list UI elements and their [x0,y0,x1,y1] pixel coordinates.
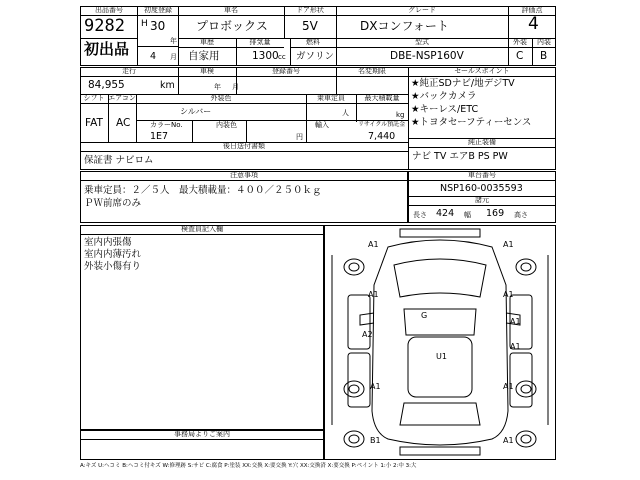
inspection-label: 車検 [178,67,236,77]
doors: 5V [302,19,318,33]
score: 4 [528,14,539,34]
capacity-label: 乗車定員 [306,94,356,104]
length: 424 [436,208,455,219]
sales-label: セールスポイント [408,67,556,77]
grade-label: グレード [336,6,508,16]
int-color-label: 内装色 [216,121,237,129]
fuel-label: 燃料 [290,38,336,48]
insp-month-unit: 月 [232,83,239,91]
recycle-unit: 円 [296,133,303,141]
inspector-line-2: 室内内薄汚れ [84,249,142,260]
damage-code: A1 [503,382,514,391]
color-no-label: カラーNo. [150,121,183,129]
load-label: 最大積載量 [356,94,408,104]
mileage: 84,955 [88,79,125,91]
grade: DXコンフォート [360,19,449,33]
frame-label: 車台番号 [408,171,556,181]
damage-code: U1 [436,352,447,361]
sales-point-3: ★キーレス/ETC [411,104,479,115]
car-type: 自家用 [188,50,220,62]
car-name: プロボックス [196,19,268,33]
mileage-label: 走行 [80,67,178,77]
damage-code: A2 [362,330,373,339]
lot-label: 出品番号 [80,6,138,16]
width: 169 [486,208,505,219]
recycle: 7,440 [368,131,396,142]
sales-point-4: ★トヨタセーフティーセンス [411,117,532,128]
int-grade: B [540,50,548,62]
cc-unit: cc [278,53,286,61]
inspector-label: 検査員記入欄 [80,225,324,235]
damage-code: A1 [510,342,521,351]
accessory: ナビ TV エアB PS PW [412,151,508,162]
car-type-label: 車歴 [178,38,236,48]
ext-grade: C [516,50,524,62]
ext-label: 外装 [508,38,532,48]
score-label: 評価点 [508,6,556,16]
accessory-label: 純正装備 [408,138,556,148]
reg-year: 30 [150,19,166,33]
damage-code: A1 [370,382,381,391]
shift: FAT [85,117,103,129]
era: H [141,19,148,29]
inspector-line-1: 室内内張傷 [84,237,132,248]
reg-year-unit: 年 [170,37,177,45]
special-label: 注意事項 [80,171,408,181]
shift-label: シフト [80,94,108,104]
car-name-label: 車名 [178,6,284,16]
sales-point-2: ★バックカメラ [411,91,477,102]
color-no: 1E7 [150,131,169,142]
load-unit: kg [396,111,405,119]
damage-code: A1 [503,240,514,249]
reg-month: 4 [150,51,157,62]
options-label: 後日送付書類 [80,142,408,152]
damage-code: B1 [370,436,381,445]
damage-code: G [421,311,428,320]
first-listing-badge: 初出品 [84,40,130,58]
damage-code: A1 [510,317,521,326]
damage-code: A1 [503,436,514,445]
options: 保証書 ナビロム [84,155,154,166]
reg-no-label: 登録番号 [236,67,336,77]
recycle-label: リサイクル預託金 [358,121,406,128]
damage-code: A1 [368,240,379,249]
model: DBE-NSP160V [390,50,464,62]
spec-label: 諸元 [408,196,556,206]
ac-label: エアコン [108,94,136,102]
lot-number: 9282 [84,16,125,36]
sales-point-1: ★純正SDナビ/地デジTV [411,78,515,89]
model-label: 型式 [336,38,508,48]
inspector-line-3: 外装小傷有り [84,261,142,272]
doors-label: ドア形状 [284,6,336,16]
height-label: 高さ [514,211,528,219]
int-label: 内装 [532,38,556,48]
notes-line-2: ＰＷ前席のみ [84,198,142,209]
damage-code: A1 [368,290,379,299]
insp-year-unit: 年 [214,83,221,91]
damage-legend: A:キズ U:ヘコミ B:ヘコミ付キズ W:修理跡 S:サビ C:腐食 P:塗装 XX:交換 X:要交換 Y:穴 XX:交換済 X:要交換 P:ペイント 1:小 2:中 3:大 [80,463,417,469]
mileage-unit: km [160,80,175,91]
car-outline [324,225,556,460]
ac: AC [116,117,131,129]
length-label: 長さ [413,211,427,219]
name-change-label: 名変期限 [336,67,408,77]
color-label: 外装色 [136,94,306,104]
width-label: 幅 [464,211,471,219]
frame-no: NSP160-0035593 [440,183,523,194]
reg-month-unit: 月 [170,53,177,61]
office-label: 事務局よりご案内 [80,430,324,440]
capacity-unit: 人 [342,109,349,117]
notes-line-1: 乗車定員：２／５人 最大積載量：４００／２５０ｋｇ [84,185,322,196]
cc: 1300 [252,50,279,62]
cc-label: 排気量 [236,38,284,48]
import-label: 輸入 [315,121,329,129]
color: シルバー [180,107,212,116]
damage-code: A1 [503,290,514,299]
reg-date-label: 初度登録 [138,6,178,16]
fuel: ガソリン [296,51,335,62]
